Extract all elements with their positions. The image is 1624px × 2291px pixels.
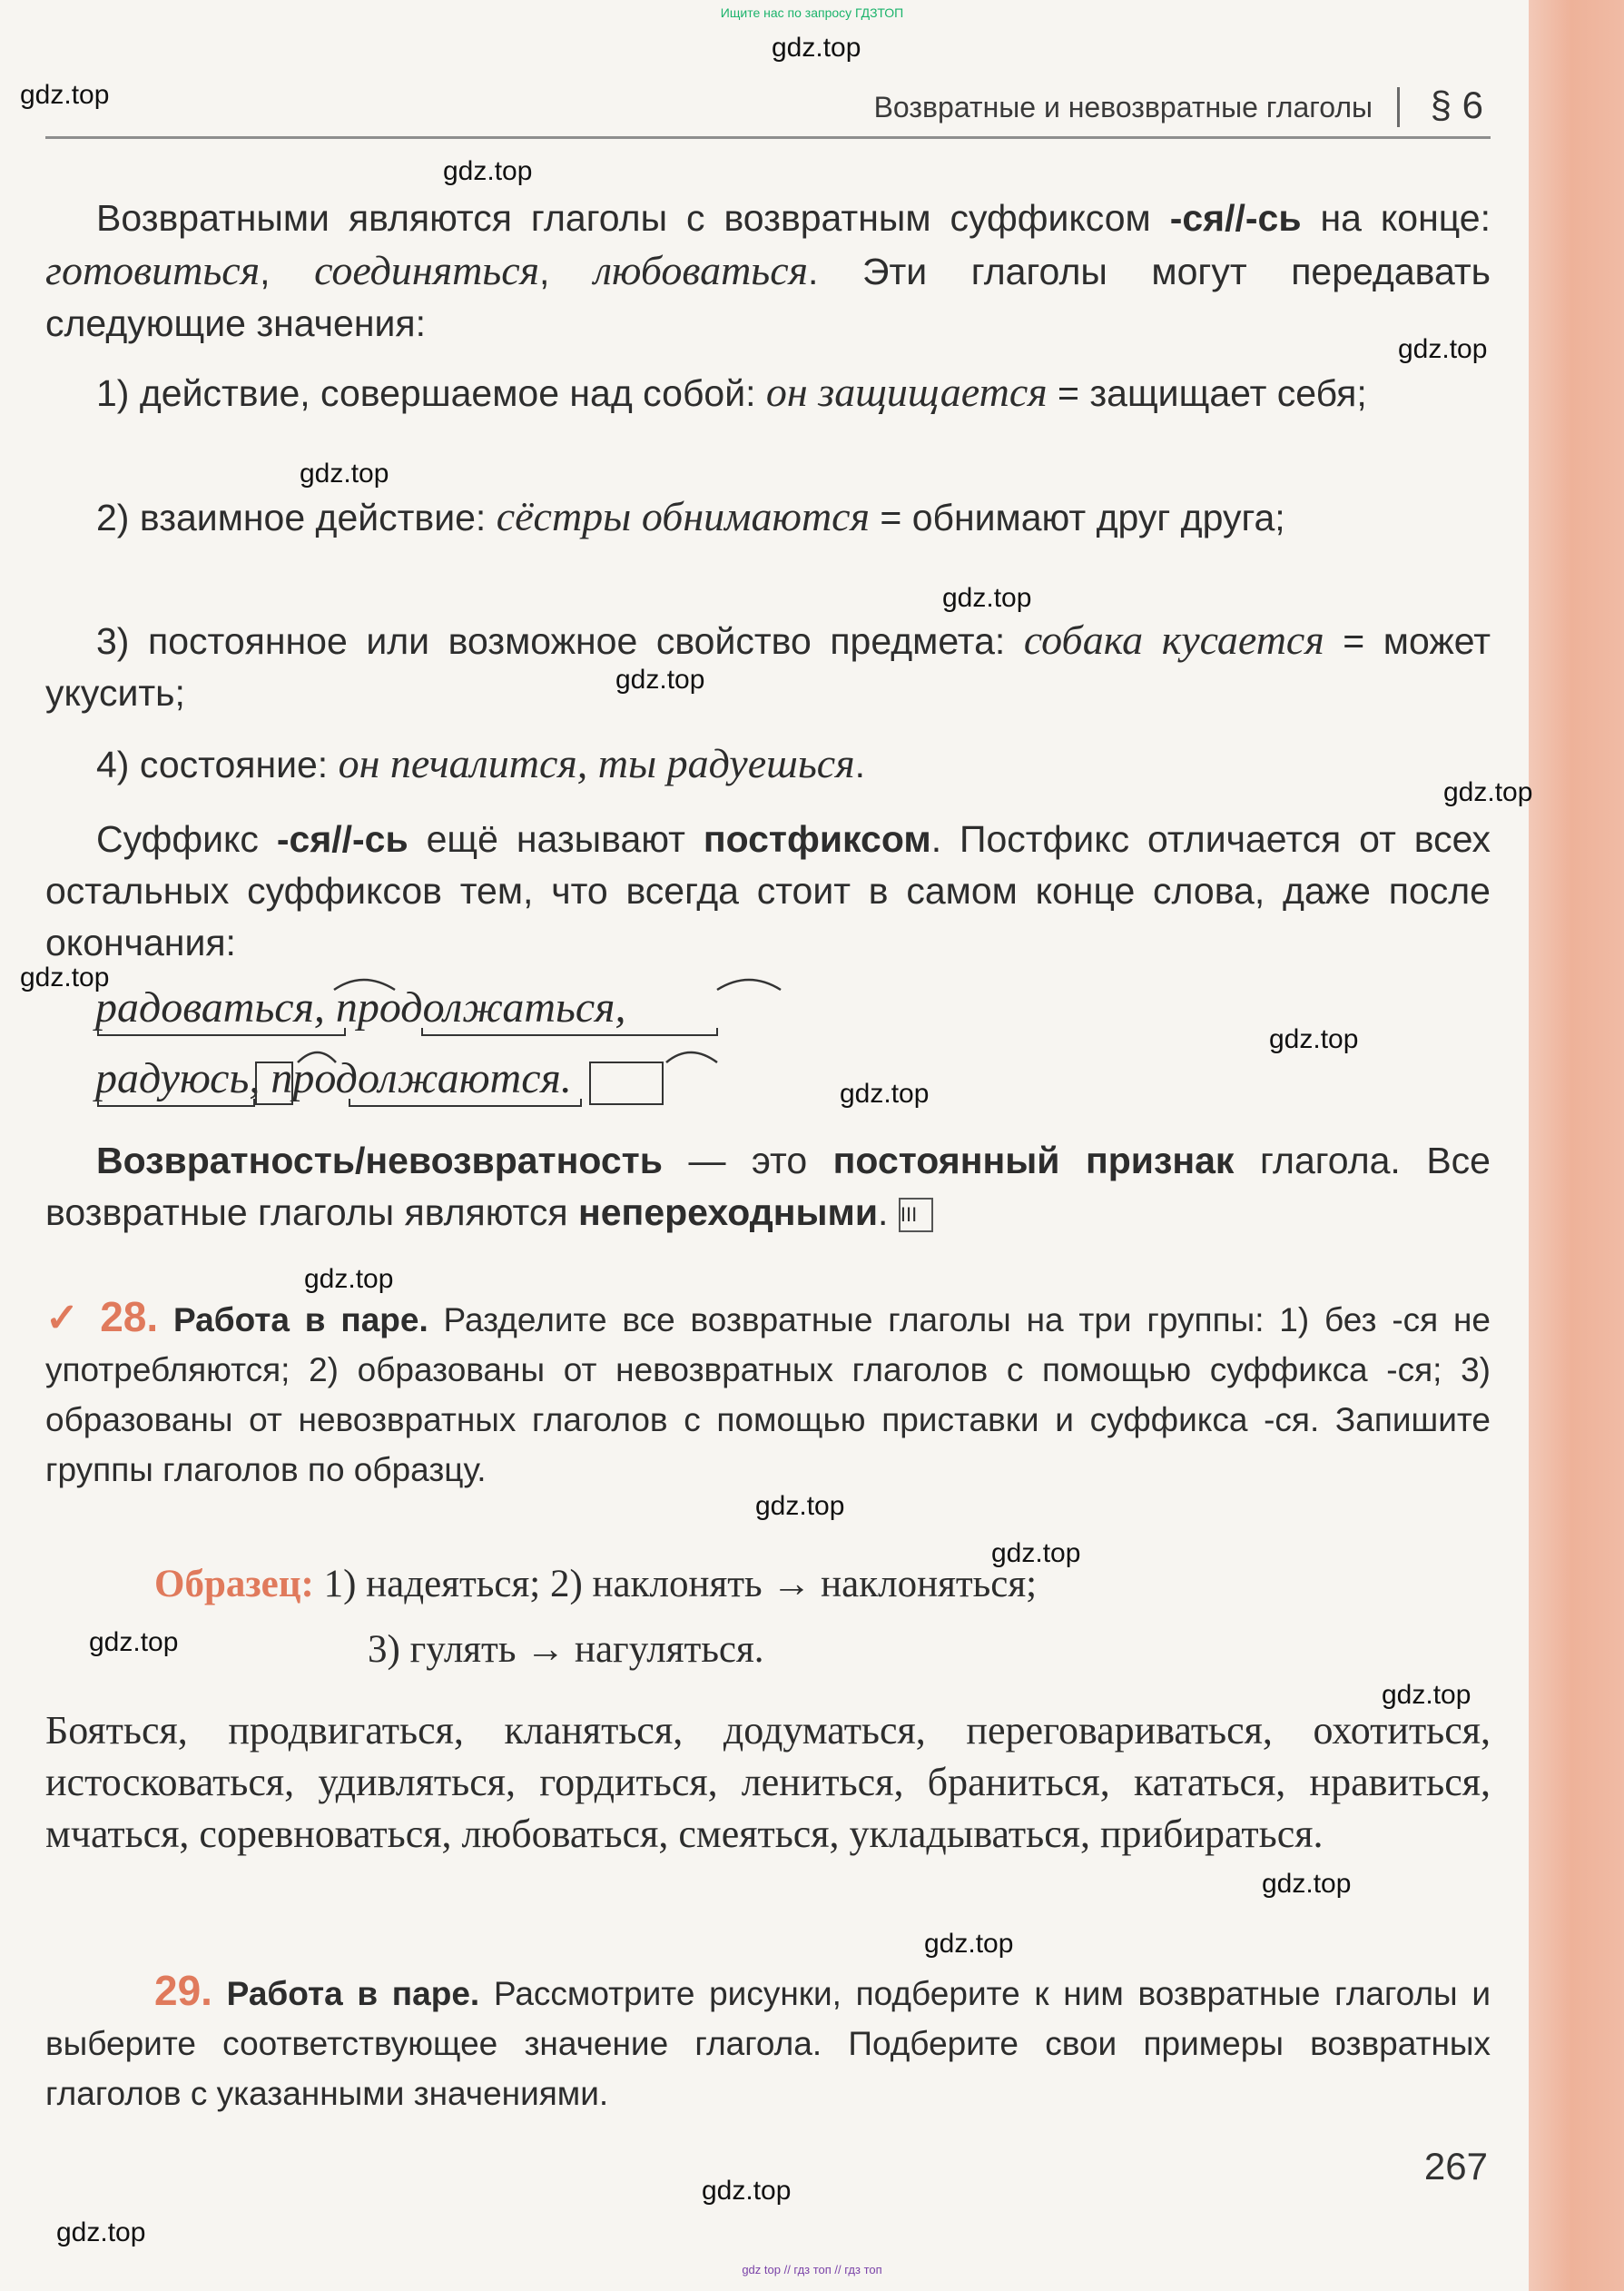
sample-line (154, 1562, 1037, 1606)
checkmark-icon: ✓ (45, 1296, 85, 1340)
section-number: § 6 (1430, 84, 1483, 126)
morpheme-marks (91, 972, 817, 1126)
watermark: gdz.top (1269, 1024, 1359, 1054)
watermark: gdz.top (300, 459, 389, 489)
watermark: gdz.top (1443, 777, 1533, 807)
example-word: любоваться (594, 247, 809, 293)
watermark: gdz.top (924, 1929, 1014, 1959)
watermark: gdz.top (615, 665, 705, 695)
morpheme-example-line: радоваться, продолжаться, (95, 983, 626, 1032)
chapter-title: Возвратные и невозвратные глаголы (873, 91, 1373, 123)
sample-text: 1) надеяться; 2) наклонять → наклоняться; (323, 1563, 1038, 1605)
exercise-number: 28. (100, 1293, 159, 1340)
watermark: gdz.top (702, 2176, 792, 2206)
meaning-item: 3) постоянное или возможное свойство предмета: собака кусается = может укусить; (45, 617, 1491, 714)
intro-paragraph: Возвратными являются глаголы с возвратным суффиксом -ся//-сь на конце: готовиться, соединяться, любоваться. Эти глаголы могут передавать следующие значения: (45, 197, 1491, 344)
suffix-term: -ся//-сь (1169, 197, 1302, 239)
page-number: 267 (1423, 2145, 1488, 2187)
bottom-note: gdz top // гдз топ // гдз топ (742, 2263, 882, 2276)
sample-label: Образец: (154, 1563, 314, 1605)
watermark: gdz.top (942, 583, 1032, 613)
watermark: gdz.top (20, 80, 110, 110)
meaning-item: 1) действие, совершаемое над собой: он защищается = защищает себя; (96, 369, 1367, 415)
intro-text: на конце: (1320, 197, 1491, 239)
watermark: gdz.top (56, 2217, 146, 2247)
watermark: gdz.top (20, 963, 110, 992)
watermark: gdz.top (1382, 1680, 1471, 1710)
exercise-29 (45, 1966, 1491, 2118)
watermark: gdz.top (1398, 334, 1488, 364)
watermark: gdz.top (991, 1538, 1081, 1568)
verb-list: Бояться, продвигаться, кланяться, додуматься, переговариваться, охотиться, истосковаться, удивляться, гордиться, лениться, браниться, кататься, нравиться, мчаться, соревноваться, любоваться, смеяться, укладываться, прибираться. (45, 1708, 1491, 1856)
exercise-text: Рассмотрите рисунки, подберите к ним возвратные глаголы и выберите соответствующее значение глагола. Подберите свои примеры возвратных глаголов с указанными значениями. (45, 1975, 1491, 2112)
example-word: готовиться (45, 247, 261, 293)
header-divider (1397, 87, 1400, 127)
meaning-item: 4) состояние: он печалится, ты радуешься. (96, 740, 865, 786)
watermark: gdz.top (1262, 1869, 1352, 1899)
example-word: соединяться (314, 247, 540, 293)
page-edge-decoration (1529, 0, 1624, 2291)
exercise-text: Разделите все возвратные глаголы на три группы: 1) без -ся не употребляются; 2) образованы от невозвратных глаголов с помощью суффикса -ся; 3) образованы от невозвратных глаголов с помощью приставки и суффикса -ся. Запишите группы глаголов по образцу. (45, 1301, 1491, 1488)
watermark: gdz.top (772, 33, 861, 63)
top-note: Ищите нас по запросу ГДЗТОП (720, 5, 904, 20)
watermark: gdz.top (840, 1079, 930, 1109)
watermark: gdz.top (89, 1627, 179, 1657)
exercise-28 (45, 1292, 1491, 1495)
page-header (45, 82, 1491, 139)
exercise-label: Работа в паре. (172, 1301, 428, 1338)
morpheme-example-line: радуюсь, продолжаются. (95, 1054, 572, 1102)
postfix-paragraph: Суффикс -ся//-сь ещё называют постфиксом. Постфикс отличается от всех остальных суффиксов тем, что всегда стоит в самом конце слова, даже после окончания: (45, 818, 1491, 963)
watermark: gdz.top (443, 156, 533, 186)
intro-text: . Эти глаголы могут передавать следующие значения: (45, 251, 1491, 344)
rule-paragraph: Возвратность/невозвратность — это постоянный признак глагола. Все возвратные глаголы являются непереходными. III (45, 1140, 1491, 1233)
meaning-item: 2) взаимное действие: сёстры обнимаются = обнимают друг друга; (96, 493, 1285, 539)
sample-line: 3) гулять → нагуляться. (368, 1628, 764, 1671)
exercise-label: Работа в паре. (226, 1975, 480, 2012)
watermark: gdz.top (755, 1491, 845, 1521)
exercise-number: 29. (154, 1967, 212, 2014)
intro-text: Возвратными являются глаголы с возвратным суффиксом (96, 197, 1170, 239)
watermark: gdz.top (304, 1264, 394, 1294)
reference-icon: III (899, 1198, 933, 1232)
